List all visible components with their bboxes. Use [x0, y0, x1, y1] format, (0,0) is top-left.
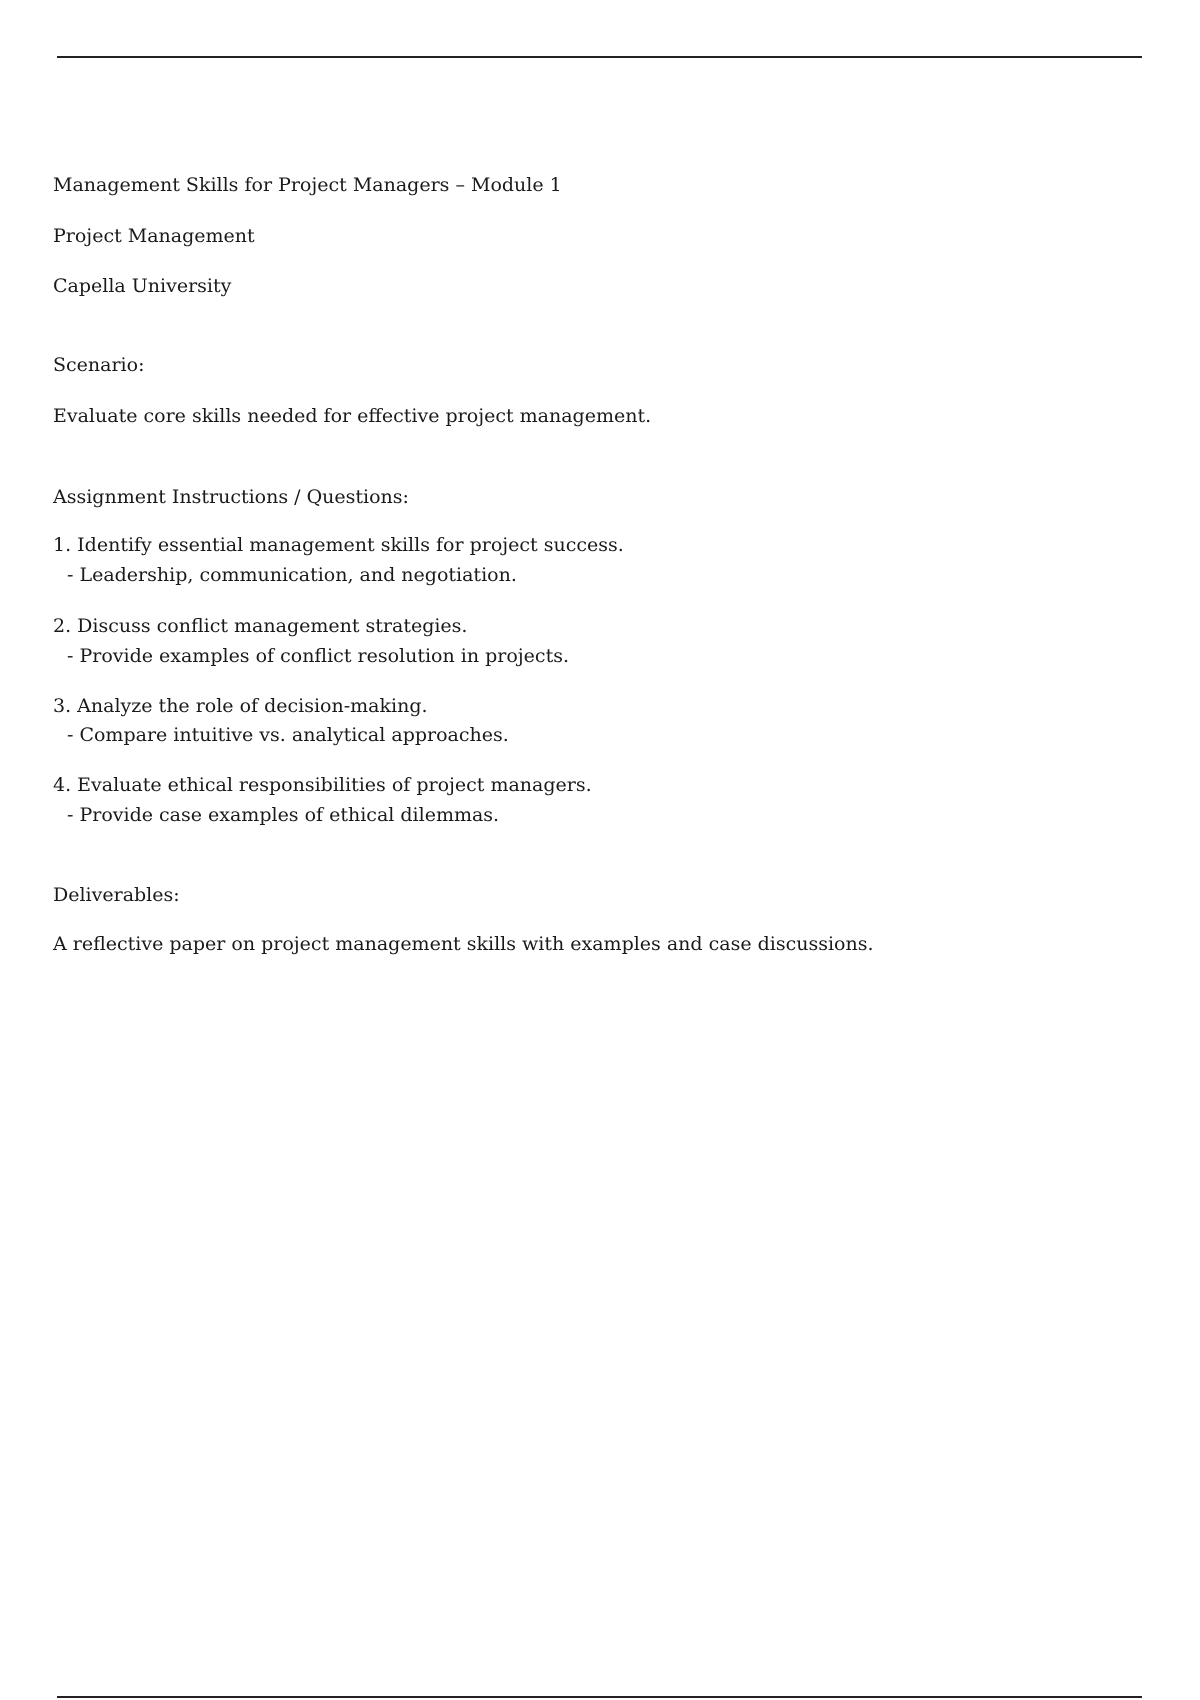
- institution-name: Capella University: [53, 275, 232, 297]
- scenario-text: Evaluate core skills needed for effective project management.: [53, 405, 652, 427]
- question-2-detail: - Provide examples of conflict resolution in projects.: [67, 645, 569, 667]
- instructions-heading: Assignment Instructions / Questions:: [53, 486, 409, 508]
- deliverables-text: A reflective paper on project management skills with examples and case discussions.: [53, 933, 874, 955]
- course-name: Project Management: [53, 225, 255, 247]
- question-3-detail: - Compare intuitive vs. analytical approaches.: [67, 724, 509, 746]
- question-1-detail: - Leadership, communication, and negotiation.: [67, 564, 517, 586]
- scenario-heading: Scenario:: [53, 354, 145, 376]
- question-2: 2. Discuss conflict management strategies.: [53, 615, 468, 637]
- header-rule: [57, 56, 1142, 58]
- document-title: Management Skills for Project Managers – Module 1: [53, 174, 562, 196]
- question-3: 3. Analyze the role of decision-making.: [53, 695, 428, 717]
- question-4: 4. Evaluate ethical responsibilities of project managers.: [53, 774, 592, 796]
- footer-rule: [57, 1696, 1142, 1698]
- question-4-detail: - Provide case examples of ethical dilemmas.: [67, 804, 500, 826]
- deliverables-heading: Deliverables:: [53, 884, 180, 906]
- question-1: 1. Identify essential management skills for project success.: [53, 534, 624, 556]
